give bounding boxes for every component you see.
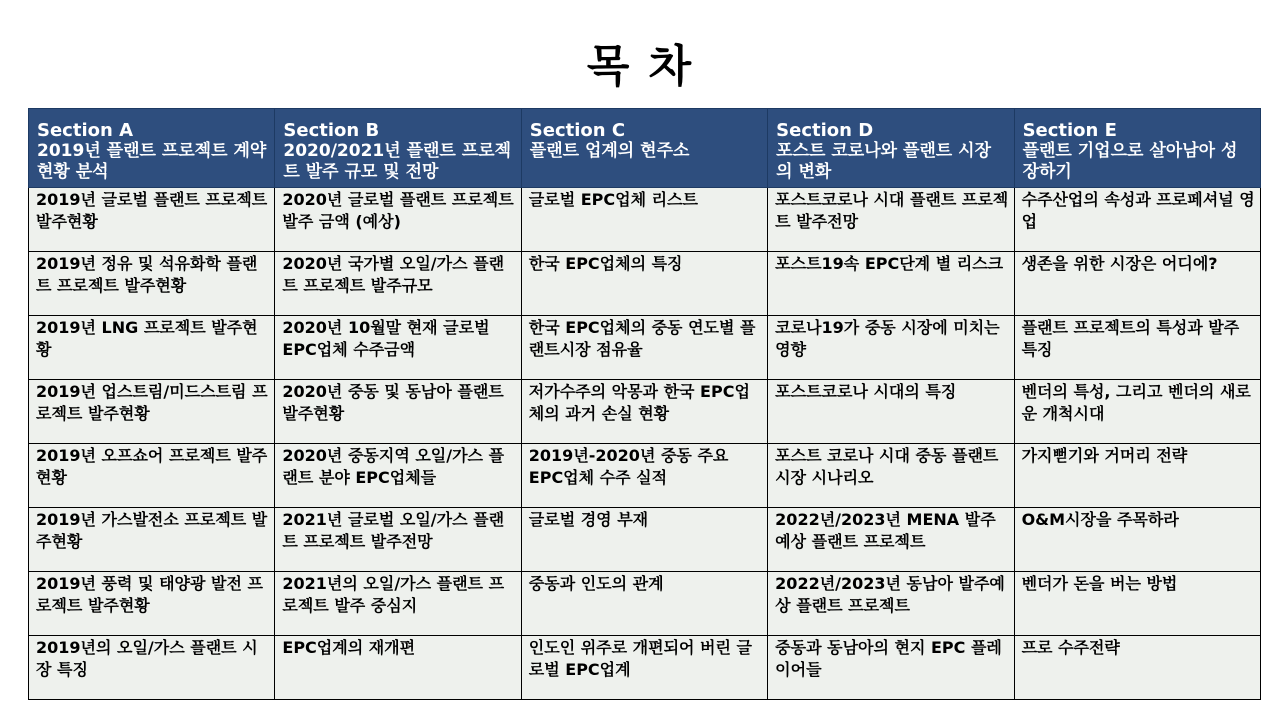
- toc-item: 2020년 중동지역 오일/가스 플랜트 분야 EPC업체들: [275, 444, 521, 508]
- page-title: 목 차: [586, 41, 694, 92]
- section-header-e: [1014, 109, 1260, 188]
- section-label: Section B: [283, 120, 380, 141]
- section-header-b: [275, 109, 521, 188]
- toc-item: 글로벌 EPC업체 리스트: [521, 188, 767, 252]
- toc-item: EPC업계의 재개편: [275, 636, 521, 700]
- section-title: 2020/2021년 플랜트 프로젝트 발주 규모 및 전망: [283, 141, 512, 182]
- toc-item: 포스트19속 EPC단계 별 리스크: [768, 252, 1014, 316]
- toc-item: 한국 EPC업체의 특징: [521, 252, 767, 316]
- table-row: [29, 316, 1261, 380]
- section-title: 플랜트 기업으로 살아남아 성장하기: [1022, 141, 1238, 182]
- section-title: 플랜트 업계의 현주소: [529, 141, 690, 161]
- table-row: [29, 508, 1261, 572]
- toc-item: 2020년 국가별 오일/가스 플랜트 프로젝트 발주규모: [275, 252, 521, 316]
- toc-item: 2022년/2023년 MENA 발주예상 플랜트 프로젝트: [768, 508, 1014, 572]
- toc-item: 2021년 글로벌 오일/가스 플랜트 프로젝트 발주전망: [275, 508, 521, 572]
- toc-item: 2019년-2020년 중동 주요 EPC업체 수주 실적: [521, 444, 767, 508]
- toc-item: 2020년 중동 및 동남아 플랜트 발주현황: [275, 380, 521, 444]
- toc-item: 2019년 업스트림/미드스트림 프로젝트 발주현황: [29, 380, 275, 444]
- toc-item: 중동과 동남아의 현지 EPC 플레이어들: [768, 636, 1014, 700]
- table-row: [29, 252, 1261, 316]
- toc-item: 포스트코로나 시대의 특징: [768, 380, 1014, 444]
- toc-item: 포스트코로나 시대 플랜트 프로젝트 발주전망: [768, 188, 1014, 252]
- toc-item: 2021년의 오일/가스 플랜트 프로젝트 발주 중심지: [275, 572, 521, 636]
- toc-item: 2019년 글로벌 플랜트 프로젝트 발주현황: [29, 188, 275, 252]
- section-header-d: [768, 109, 1014, 188]
- section-label: Section E: [1022, 120, 1117, 141]
- toc-item: 가지뻗기와 거머리 전략: [1014, 444, 1260, 508]
- table-row: [29, 444, 1261, 508]
- toc-item: 수주산업의 속성과 프로페셔널 영업: [1014, 188, 1260, 252]
- section-header-c: [521, 109, 767, 188]
- section-header-a: [29, 109, 275, 188]
- toc-table: [28, 108, 1261, 700]
- toc-item: 2020년 글로벌 플랜트 프로젝트 발주 금액 (예상): [275, 188, 521, 252]
- toc-item: 중동과 인도의 관계: [521, 572, 767, 636]
- toc-item: 저가수주의 악몽과 한국 EPC업체의 과거 손실 현황: [521, 380, 767, 444]
- toc-item: 생존을 위한 시장은 어디에?: [1014, 252, 1260, 316]
- toc-body: [29, 188, 1261, 700]
- toc-item: 2022년/2023년 동남아 발주예상 플랜트 프로젝트: [768, 572, 1014, 636]
- header-row: [29, 109, 1261, 188]
- toc-item: 프로 수주전략: [1014, 636, 1260, 700]
- table-row: [29, 572, 1261, 636]
- section-label: Section C: [529, 120, 626, 141]
- toc-item: 코로나19가 중동 시장에 미치는 영향: [768, 316, 1014, 380]
- toc-item: 한국 EPC업체의 중동 연도별 플랜트시장 점유율: [521, 316, 767, 380]
- toc-item: 플랜트 프로젝트의 특성과 발주 특징: [1014, 316, 1260, 380]
- toc-item: 포스트 코로나 시대 중동 플랜트 시장 시나리오: [768, 444, 1014, 508]
- table-row: [29, 380, 1261, 444]
- section-label: Section D: [776, 120, 874, 141]
- table-row: [29, 188, 1261, 252]
- toc-item: 2019년의 오일/가스 플랜트 시장 특징: [29, 636, 275, 700]
- toc-item: 2019년 LNG 프로젝트 발주현황: [29, 316, 275, 380]
- section-title: 2019년 플랜트 프로젝트 계약현황 분석: [37, 141, 267, 182]
- toc-item: 2019년 가스발전소 프로젝트 발주현황: [29, 508, 275, 572]
- toc-item: 인도인 위주로 개편되어 버린 글로벌 EPC업계: [521, 636, 767, 700]
- toc-item: 2019년 정유 및 석유화학 플랜트 프로젝트 발주현황: [29, 252, 275, 316]
- toc-item: 2019년 오프쇼어 프로젝트 발주현황: [29, 444, 275, 508]
- section-label: Section A: [37, 120, 133, 141]
- table-row: [29, 636, 1261, 700]
- toc-item: 글로벌 경영 부재: [521, 508, 767, 572]
- toc-item: 2019년 풍력 및 태양광 발전 프로젝트 발주현황: [29, 572, 275, 636]
- toc-item: 2020년 10월말 현재 글로벌 EPC업체 수주금액: [275, 316, 521, 380]
- toc-item: 벤더의 특성, 그리고 벤더의 새로운 개척시대: [1014, 380, 1260, 444]
- toc-item: O&M시장을 주목하라: [1014, 508, 1260, 572]
- section-title: 포스트 코로나와 플랜트 시장의 변화: [776, 141, 991, 182]
- toc-item: 벤더가 돈을 버는 방법: [1014, 572, 1260, 636]
